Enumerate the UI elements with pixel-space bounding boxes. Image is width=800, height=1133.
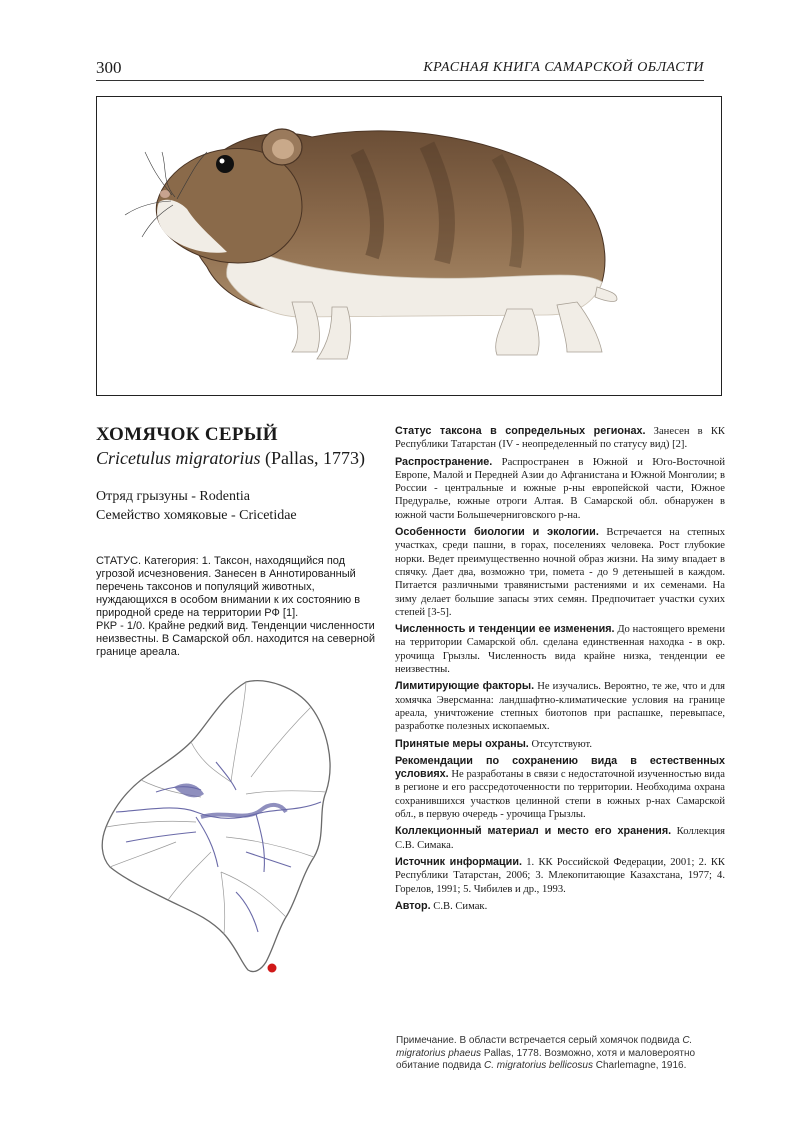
section-heading: Принятые меры охраны. (395, 737, 529, 750)
section-abundance (395, 623, 725, 676)
section-neighbors (395, 425, 725, 452)
taxon-family: Семейство хомяковые - Cricetidae (96, 508, 297, 523)
section-heading: Распространение. (395, 455, 493, 468)
hamster-ear-inner (272, 139, 294, 159)
hamster-nose (160, 190, 170, 198)
section-measures (395, 738, 725, 751)
section-recommendations (395, 755, 725, 821)
section-heading: Источник информации. (395, 855, 522, 868)
note-prefix: Примечание. В области встречается серый хомячок подвида (396, 1035, 683, 1046)
hamster-drawing (97, 97, 722, 396)
species-latin (96, 448, 365, 469)
section-text: До настоящего времени на территории Самарской обл. сделана единственная находка - в окр. урочища Грызлы. Численность вида крайне низка, тенденции ее неизвестны. (395, 624, 726, 676)
hamster-hind-leg (557, 302, 602, 352)
section-heading: Автор. (395, 899, 431, 912)
section-limiting-factors (395, 680, 725, 733)
section-author (395, 900, 725, 913)
section-heading: Рекомендации по сохранению вида в естественных условиях. (395, 754, 725, 781)
section-collection (395, 825, 725, 852)
section-biology (395, 526, 725, 619)
region-border (102, 681, 330, 972)
note-subspecies-bellicosus: C. migratorius bellicosus (484, 1060, 593, 1071)
section-text: Распространен в Южной и Юго-Восточной Европе, Малой и Передней Азии до Афганистана и Южной Монголии; в России - центральные и южные р-ны европейской части, Южное Предуралье, южные отроги Алтая. В Самарской обл. обнаружен в южной части Большечерниговского р-на. (395, 456, 725, 521)
section-text: Встречается на степных участках, среди пашни, в горах, поселениях человека. Рост глубокие норки. Ведет преимущественно ночной образ жизни. На зиму впадает в спячку. Дает два, возможно три, помета - до 9 детенышей в каждом. Питается различными травянистыми растениями и их семенами. На зиму делает большие запасы этих семян. Предпочитает участки сухих степей [3-5]. (395, 527, 725, 618)
section-heading: Статус таксона в сопредельных регионах. (395, 425, 646, 437)
section-heading: Особенности биологии и экологии. (395, 526, 599, 539)
taxon-order: Отряд грызуны - Rodentia (96, 489, 250, 504)
samara-region-map (96, 672, 346, 982)
section-heading: Численность и тенденции ее изменения. (395, 623, 615, 636)
hamster-hind-leg (496, 309, 539, 355)
species-title: ХОМЯЧОК СЕРЫЙ (96, 424, 278, 445)
page-number: 300 (96, 58, 122, 77)
section-text: Не изучались. Вероятно, те же, что и для хомячка Эверсманна: ландшафтно-климатические условия на границе ареала, уничтожение степных биотопов при распашке, перевыпасе, разработке полезных ископаемых. (395, 681, 726, 733)
section-text: Занесен в КК Республики Татарстан (IV - неопределенный по статусу вид) [2]. (395, 426, 725, 451)
section-text: 1. КК Российской Федерации, 2001; 2. КК Республики Татарстан, 2006; 3. Млекопитающие Казахстана, 1977; 4. Горелов, 1991; 5. Чибилев и др., 1993. (395, 856, 726, 895)
hamster-front-leg (292, 302, 319, 352)
note-subspecies-phaeus: C. migratorius phaeus (396, 1035, 693, 1059)
note-suffix: Charlemagne, 1916. (592, 1060, 687, 1071)
species-description (395, 425, 725, 917)
note-middle: Pallas, 1778. Возможно, хотя и маловероятно обитание подвида (396, 1047, 696, 1071)
section-text: С.В. Симак. (430, 900, 488, 912)
status-block (96, 555, 376, 659)
hamster-eye-highlight (220, 159, 225, 164)
hamster-eye (216, 155, 234, 173)
status-rkr: РКР - 1/0. Крайне редкий вид. Тенденции численности неизвестны. В Самарской обл. находится на северной границе ареала. (96, 620, 376, 658)
status-category: СТАТУС. Категория: 1. Таксон, находящийся под угрозой исчезновения. Занесен в Аннотированный перечень таксонов и популяций животных, нуждающихся в особом внимании к их состоянию в природной среде на территории РФ [1]. (96, 555, 361, 619)
latin-binomial: Cricetulus migratorius (96, 448, 261, 468)
section-text: Отсутствуют. (528, 738, 593, 750)
hamster-illustration (96, 96, 722, 396)
range-map (96, 672, 346, 987)
section-text: Коллекция С.В. Симака. (395, 826, 725, 851)
running-header: КРАСНАЯ КНИГА САМАРСКОЙ ОБЛАСТИ (423, 60, 704, 75)
section-heading: Коллекционный материал и место его хранения. (395, 825, 672, 838)
section-distribution (395, 456, 725, 522)
record-location-marker (268, 964, 277, 973)
hamster-tail (595, 287, 617, 301)
footnote (396, 1035, 726, 1073)
section-text: Не разработаны в связи с недостаточной изученностью вида в регионе и его рассредоточенности по территории. Необходима охрана сохранившихся участков целинной степи в южных р-нах Самарской обл., в первую очередь - урочища Грызлы. (395, 769, 725, 821)
header-divider (96, 80, 704, 81)
section-sources (395, 856, 725, 896)
latin-author: (Pallas, 1773) (265, 448, 365, 468)
section-heading: Лимитирующие факторы. (395, 680, 535, 693)
